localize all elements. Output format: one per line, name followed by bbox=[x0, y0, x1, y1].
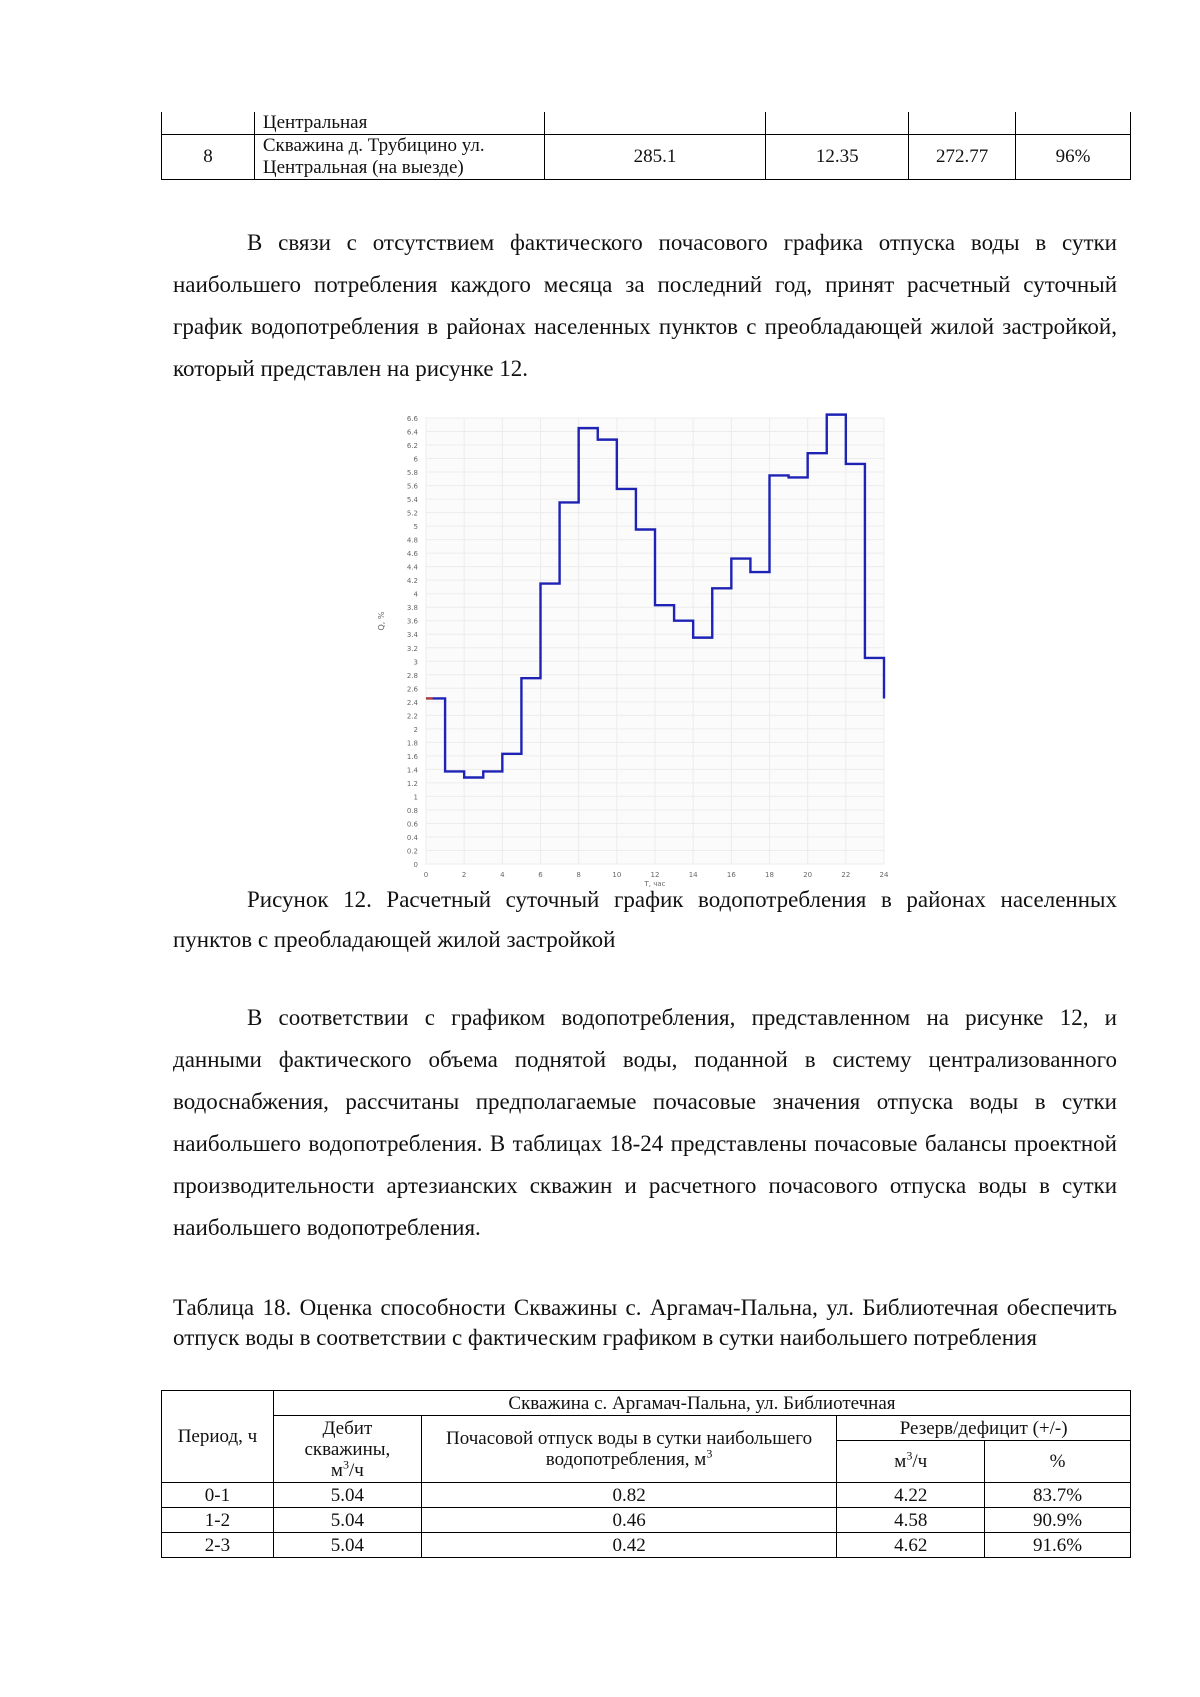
well-name-line1: Скважина д. Трубицино ул. bbox=[262, 135, 485, 156]
y-tick-label: 2.6 bbox=[406, 685, 418, 694]
paragraph-1: В связи с отсутствием фактического почасового графика отпуска воды в сутки наибольшего потребления каждого месяца за последний год, принят расчетный суточный график водопотребления в районах населенных пунктов с преобладающей жилой застройкой, который представлен на рисунке 12. bbox=[173, 230, 1117, 381]
y-tick-label: 6.4 bbox=[406, 428, 418, 437]
table-cell: 272.77 bbox=[909, 135, 1016, 180]
previous-table-fragment bbox=[161, 112, 1131, 180]
header-period: Период, ч bbox=[162, 1391, 274, 1483]
y-tick-label: 3.8 bbox=[406, 604, 418, 613]
cell-supply: 0.42 bbox=[421, 1533, 837, 1558]
y-tick-label: 5.8 bbox=[406, 469, 418, 478]
y-tick-label: 5.6 bbox=[406, 482, 418, 491]
header-m3h: $м^3/ч$ bbox=[837, 1441, 985, 1483]
y-tick-label: 5.4 bbox=[406, 496, 418, 505]
well-name-line2: Центральная (на выезде) bbox=[262, 157, 464, 178]
cell-percent: 91.6% bbox=[985, 1533, 1131, 1558]
cell-m3h: 4.58 bbox=[837, 1508, 985, 1533]
table-header-row bbox=[162, 1391, 1131, 1416]
y-tick-label: 5.2 bbox=[406, 509, 418, 518]
y-tick-label: 4 bbox=[413, 590, 418, 599]
table-cell bbox=[254, 135, 544, 180]
y-tick-label: 1.6 bbox=[406, 752, 418, 761]
x-tick-label: 10 bbox=[612, 871, 622, 879]
cell-period: 1-2 bbox=[162, 1508, 274, 1533]
x-axis-label: T, час bbox=[644, 880, 666, 888]
y-tick-label: 0.8 bbox=[406, 806, 418, 815]
header-well-group: Скважина с. Аргамач-Пальна, ул. Библиотечная bbox=[273, 1391, 1130, 1416]
y-tick-label: 2 bbox=[413, 725, 418, 734]
x-tick-label: 14 bbox=[688, 871, 698, 879]
x-tick-label: 8 bbox=[576, 871, 581, 879]
y-tick-label: 4.8 bbox=[406, 536, 418, 545]
y-tick-label: 0.6 bbox=[406, 820, 418, 829]
table-row bbox=[162, 112, 1131, 135]
cell-m3h: 4.62 bbox=[837, 1533, 985, 1558]
y-tick-label: 4.4 bbox=[406, 563, 418, 572]
cell-supply: 0.82 bbox=[421, 1483, 837, 1508]
y-tick-label: 3.2 bbox=[406, 644, 418, 653]
y-tick-label: 1.2 bbox=[406, 779, 418, 788]
header-debit: Дебит скважины, $м^3/ч$ bbox=[273, 1416, 421, 1483]
x-tick-label: 4 bbox=[500, 871, 505, 879]
y-tick-label: 6.2 bbox=[406, 442, 418, 451]
y-axis-label: Q, % bbox=[377, 611, 386, 631]
x-tick-label: 16 bbox=[726, 871, 736, 879]
well-balance-table bbox=[161, 1390, 1131, 1558]
table-row bbox=[162, 135, 1131, 180]
table-cell: 96% bbox=[1016, 135, 1131, 180]
cell-m3h: 4.22 bbox=[837, 1483, 985, 1508]
y-tick-label: 0.4 bbox=[406, 833, 418, 842]
x-tick-label: 22 bbox=[841, 871, 851, 879]
x-tick-label: 0 bbox=[423, 871, 429, 879]
x-tick-label: 24 bbox=[879, 871, 889, 879]
table-row bbox=[162, 1508, 1131, 1533]
y-tick-label: 2.8 bbox=[406, 671, 418, 680]
header-supply: Почасовой отпуск воды в сутки наибольшего водопотребления, $м^3$ bbox=[421, 1416, 837, 1483]
x-tick-label: 20 bbox=[803, 871, 813, 879]
water-consumption-chart bbox=[362, 402, 897, 888]
x-tick-label: 6 bbox=[538, 871, 543, 879]
cell-debit: 5.04 bbox=[273, 1508, 421, 1533]
table-row bbox=[162, 1483, 1131, 1508]
y-tick-label: 6 bbox=[413, 455, 418, 464]
cell-percent: 83.7% bbox=[985, 1483, 1131, 1508]
x-tick-label: 18 bbox=[765, 871, 774, 879]
y-tick-label: 2.2 bbox=[406, 712, 418, 721]
y-tick-label: 3 bbox=[413, 658, 418, 667]
y-tick-label: 4.6 bbox=[406, 550, 418, 559]
y-tick-label: 3.6 bbox=[406, 617, 418, 626]
table-title: Таблица 18. Оценка способности Скважины с. Аргамач-Пальна, ул. Библиотечная обеспечить отпуск воды в соответствии с фактическим графиком в сутки наибольшего потребления bbox=[173, 1295, 1117, 1350]
x-tick-label: 2 bbox=[461, 871, 467, 879]
cell-period: 2-3 bbox=[162, 1533, 274, 1558]
y-tick-label: 0 bbox=[413, 861, 418, 869]
cell-period: 0-1 bbox=[162, 1483, 274, 1508]
table-cell: 285.1 bbox=[544, 135, 766, 180]
y-tick-label: 4.2 bbox=[406, 577, 418, 586]
y-tick-label: 2.4 bbox=[406, 698, 418, 707]
table-cell: Центральная bbox=[254, 112, 544, 135]
table-cell: 12.35 bbox=[766, 135, 909, 180]
paragraph-2: В соответствии с графиком водопотребления, представленном на рисунке 12, и данными фактического объема поднятой воды, поданной в систему централизованного водоснабжения, рассчитаны предполагаемые почасовые значения отпуска воды в сутки наибольшего водопотребления. В таблицах 18-24 представлены почасовые балансы проектной производительности артезианских скважин и расчетного почасового отпуска воды в сутки наибольшего водопотребления. bbox=[173, 1005, 1117, 1240]
y-tick-label: 6.6 bbox=[406, 415, 418, 423]
table-row bbox=[162, 1533, 1131, 1558]
header-percent: % bbox=[985, 1441, 1131, 1483]
x-tick-label: 12 bbox=[650, 871, 660, 879]
y-tick-label: 1.4 bbox=[406, 766, 418, 775]
cell-debit: 5.04 bbox=[273, 1533, 421, 1558]
chart-svg bbox=[362, 402, 897, 888]
table-cell: 8 bbox=[162, 135, 255, 180]
y-tick-label: 1.8 bbox=[406, 739, 418, 748]
cell-supply: 0.46 bbox=[421, 1508, 837, 1533]
y-tick-label: 5 bbox=[413, 523, 418, 532]
figure-caption: Рисунок 12. Расчетный суточный график водопотребления в районах населенных пунктов с преобладающей жилой застройкой bbox=[173, 887, 1117, 952]
y-tick-label: 0.2 bbox=[406, 847, 418, 856]
header-reserve: Резерв/дефицит (+/-) bbox=[837, 1416, 1131, 1441]
cell-debit: 5.04 bbox=[273, 1483, 421, 1508]
cell-percent: 90.9% bbox=[985, 1508, 1131, 1533]
y-tick-label: 1 bbox=[413, 793, 418, 802]
table-header-row bbox=[162, 1416, 1131, 1441]
y-tick-label: 3.4 bbox=[406, 631, 418, 640]
